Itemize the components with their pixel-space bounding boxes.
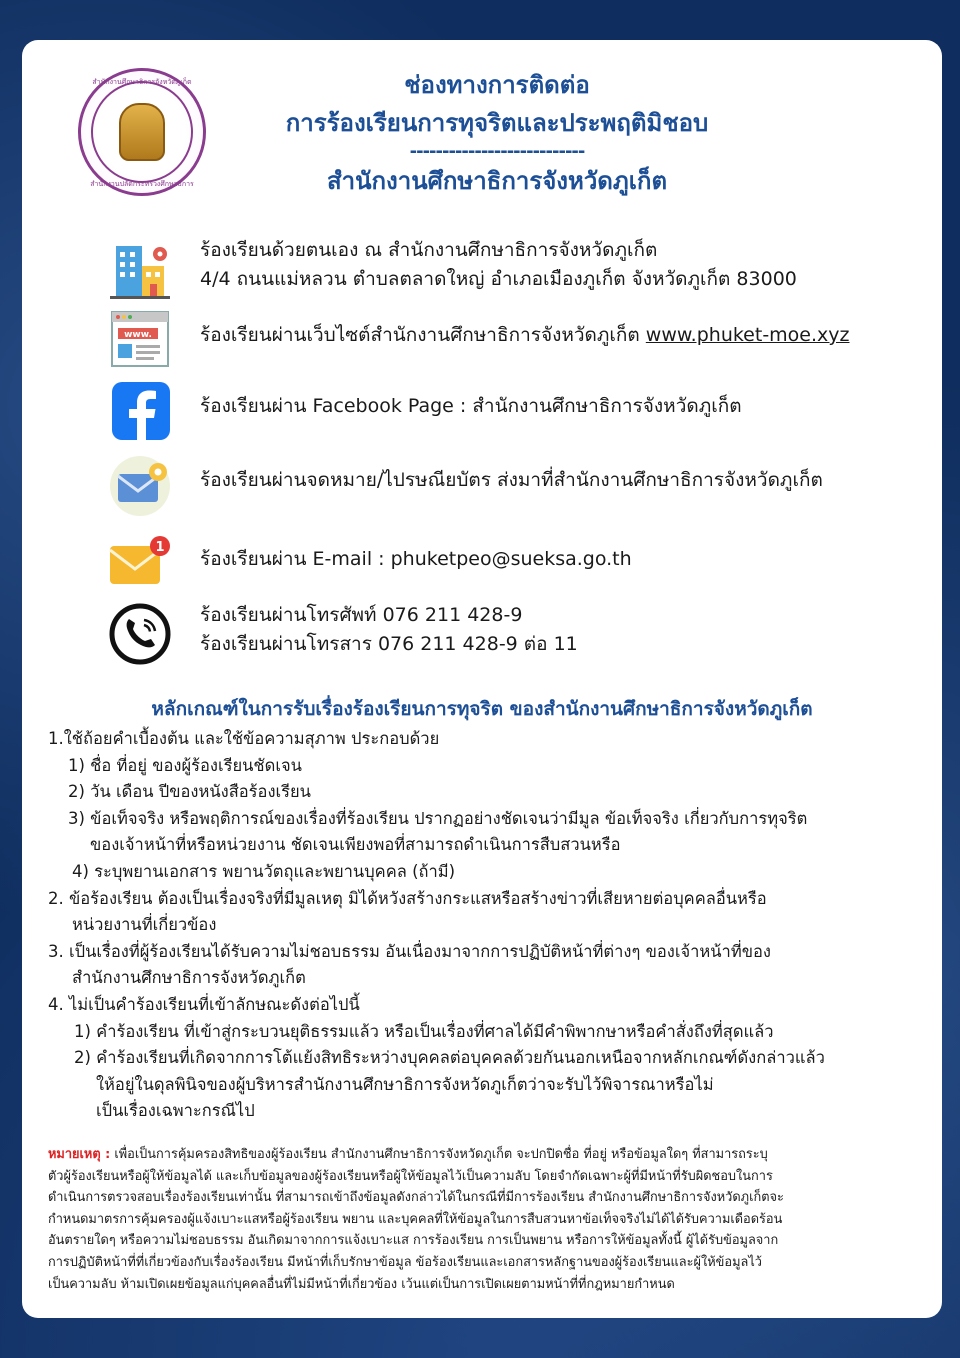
in-person-address [200, 236, 797, 294]
fax-line: ร้องเรียนผ่านโทรสาร 076 211 428-9 ต่อ 11 [200, 633, 578, 655]
rule-line: สำนักงานศึกษาธิการจังหวัดภูเก็ต [72, 968, 306, 988]
logo-top-text: สำนักงานศึกษาธิการจังหวัดภูเก็ต [92, 78, 192, 86]
svg-text:www.: www. [124, 330, 152, 340]
note-line: ดำเนินการตรวจสอบเรื่องร้องเรียนเท่านั้น ที่สามารถเข้าถึงข้อมูลดังกล่าวได้ในกรณีที่มีการร้องเรียน สำนักงานศึกษาธิการจังหวัดภูเก็ตจะ [48, 1190, 784, 1206]
website-channel-text [200, 321, 850, 350]
note-line: อันตรายใดๆ หรือความไม่ชอบธรรม อันเกิดมาจากการแจ้งเบาะแส การร้องเรียน การเป็นพยาน หรือการให้ข้อมูลทั้งนี้ ผู้ได้รับข้อมูลจาก [48, 1233, 779, 1249]
facebook-icon [108, 380, 172, 444]
header-subtitle: การร้องเรียนการทุจริตและประพฤติมิชอบ [285, 109, 709, 137]
note-label: หมายเหตุ : [48, 1147, 111, 1162]
note-line: กำหนดมาตรการคุ้มครองผู้แจ้งเบาะแสหรือผู้ร้องเรียน พยาน และบุคคลที่ให้ข้อมูลในการสืบสวนหาข้อเท็จจริงไม่ได้ได้รับความเดือดร้อน [48, 1211, 783, 1227]
in-person-line-2: 4/4 ถนนแม่หลวน ตำบลตลาดใหญ่ อำเภอเมืองภูเก็ต จังหวัดภูเก็ต 83000 [200, 268, 797, 290]
rule-line: 4. ไม่เป็นคำร้องเรียนที่เข้าลักษณะดังต่อไปนี้ [48, 994, 360, 1014]
website-channel-label: ร้องเรียนผ่านเว็บไซต์สำนักงานศึกษาธิการจังหวัดภูเก็ต [200, 324, 646, 346]
criteria-title: หลักเกณฑ์ในการรับเรื่องร้องเรียนการทุจริต ของสำนักงานศึกษาธิการจังหวัดภูเก็ต [151, 698, 813, 720]
website-icon [108, 308, 172, 372]
rule-line: 3) ข้อเท็จจริง หรือพฤติการณ์ของเรื่องที่ร้องเรียน ปรากฏอย่างชัดเจนว่ามีมูล ข้อเท็จจริง เกี่ยวกับการทุจริต [68, 808, 808, 828]
rule-line: 3. เป็นเรื่องที่ผู้ร้องเรียนได้รับความไม่ชอบธรรม อันเนื่องมาจากการปฏิบัติหน้าที่ต่างๆ ของเจ้าหน้าที่ของ [48, 941, 771, 961]
rule-line: 1.ใช้ถ้อยคำเบื้องต้น และใช้ข้อความสุภาพ ประกอบด้วย [48, 729, 440, 748]
rule-line: 4) ระบุพยานเอกสาร พยานวัตถุและพยานบุคคล (ถ้ามี) [72, 861, 456, 881]
facebook-channel-text: ร้องเรียนผ่าน Facebook Page : สำนักงานศึกษาธิการจังหวัดภูเก็ต [200, 395, 742, 417]
privacy-note [48, 1144, 916, 1295]
note-line: การปฏิบัติหน้าที่ที่เกี่ยวข้องกับเรื่องร้องเรียน มีหน้าที่เก็บรักษาข้อมูล ข้อร้องเรียนและเอกสารหลักฐานของผู้ร้องเรียนและผู้ให้ข้อมูลไว้ [48, 1254, 762, 1270]
header-office-name: สำนักงานศึกษาธิการจังหวัดภูเก็ต [326, 167, 668, 195]
rule-line: ให้อยู่ในดุลพินิจของผู้บริหารสำนักงานศึกษาธิการจังหวัดภูเก็ตว่าจะรับไว้พิจารณาหรือไม่ [96, 1074, 714, 1094]
email-channel-text: ร้องเรียนผ่าน E-mail : phuketpeo@sueksa.go.th [200, 548, 632, 570]
rule-line: 2) คำร้องเรียนที่เกิดจากการโต้แย้งสิทธิระหว่างบุคคลต่อบุคคลด้วยกันนอกเหนือจากหลักเกณฑ์ดังกล่าวแล้ว [74, 1048, 825, 1068]
logo-bottom-text: สำนักงานปลัดกระทรวงศึกษาธิการ [90, 180, 194, 188]
rule-line: 1) คำร้องเรียน ที่เข้าสู่กระบวนยุติธรรมแล้ว หรือเป็นเรื่องที่ศาลได้มีคำพิพากษาหรือคำสั่งถึงที่สุดแล้ว [74, 1021, 774, 1041]
building-icon [108, 240, 172, 304]
rule-line: ของเจ้าหน้าที่หรือหน่วยงาน ชัดเจนเพียงพอที่สามารถดำเนินการสืบสวนหรือ [90, 835, 621, 855]
office-seal-logo [78, 68, 206, 196]
rule-line: เป็นเรื่องเฉพาะกรณีไป [96, 1101, 255, 1121]
in-person-line-1: ร้องเรียนด้วยตนเอง ณ สำนักงานศึกษาธิการจังหวัดภูเก็ต [200, 239, 658, 261]
note-line: เป็นความลับ ห้ามเปิดเผยข้อมูลแก่บุคคลอื่นที่ไม่มีหน้าที่เกี่ยวข้อง เว้นแต่เป็นการเปิดเผยตามหน้าที่ที่กฎหมายกำหนด [48, 1276, 675, 1292]
website-link[interactable]: www.phuket-moe.xyz [645, 324, 850, 346]
rule-line: 2) วัน เดือน ปีของหนังสือร้องเรียน [68, 782, 311, 802]
content-card [22, 40, 942, 1318]
note-first-line: เพื่อเป็นการคุ้มครองสิทธิของผู้ร้องเรียน สำนักงานศึกษาธิการจังหวัดภูเก็ต จะปกปิดชื่อ ที่อยู่ หรือข้อมูลใดๆ ที่สามารถระบุ [110, 1147, 768, 1162]
header-title: ช่องทางการติดต่อ [404, 71, 590, 99]
header-divider: --------------------------- [409, 141, 585, 162]
phone-channel-text [200, 601, 578, 659]
note-line [48, 1144, 916, 1166]
emblem-icon [119, 103, 165, 161]
rule-line: 2. ข้อร้องเรียน ต้องเป็นเรื่องจริงที่มีมูลเหตุ มิได้หวังสร้างกระแสหรือสร้างข่าวที่เสียหายต่อบุคคลอื่นหรือ [48, 888, 767, 908]
email-icon [108, 532, 172, 596]
phone-icon [108, 602, 172, 666]
note-line: ตัวผู้ร้องเรียนหรือผู้ให้ข้อมูลได้ และเก็บข้อมูลของผู้ร้องเรียนหรือผู้ให้ข้อมูลไว้เป็นความลับ โดยจำกัดเฉพาะผู้ที่มีหน้าที่รับผิดชอบในการ [48, 1168, 773, 1184]
rule-line: 1) ชื่อ ที่อยู่ ของผู้ร้องเรียนชัดเจน [68, 755, 302, 775]
email-badge-count: 1 [155, 540, 165, 555]
letter-channel-text: ร้องเรียนผ่านจดหมาย/ไปรษณียบัตร ส่งมาที่สำนักงานศึกษาธิการจังหวัดภูเก็ต [200, 469, 823, 491]
letter-icon [108, 454, 172, 518]
phone-line: ร้องเรียนผ่านโทรศัพท์ 076 211 428-9 [200, 604, 523, 626]
rule-line: หน่วยงานที่เกี่ยวข้อง [72, 915, 217, 935]
criteria-list [48, 726, 928, 1125]
page-header [222, 66, 772, 200]
